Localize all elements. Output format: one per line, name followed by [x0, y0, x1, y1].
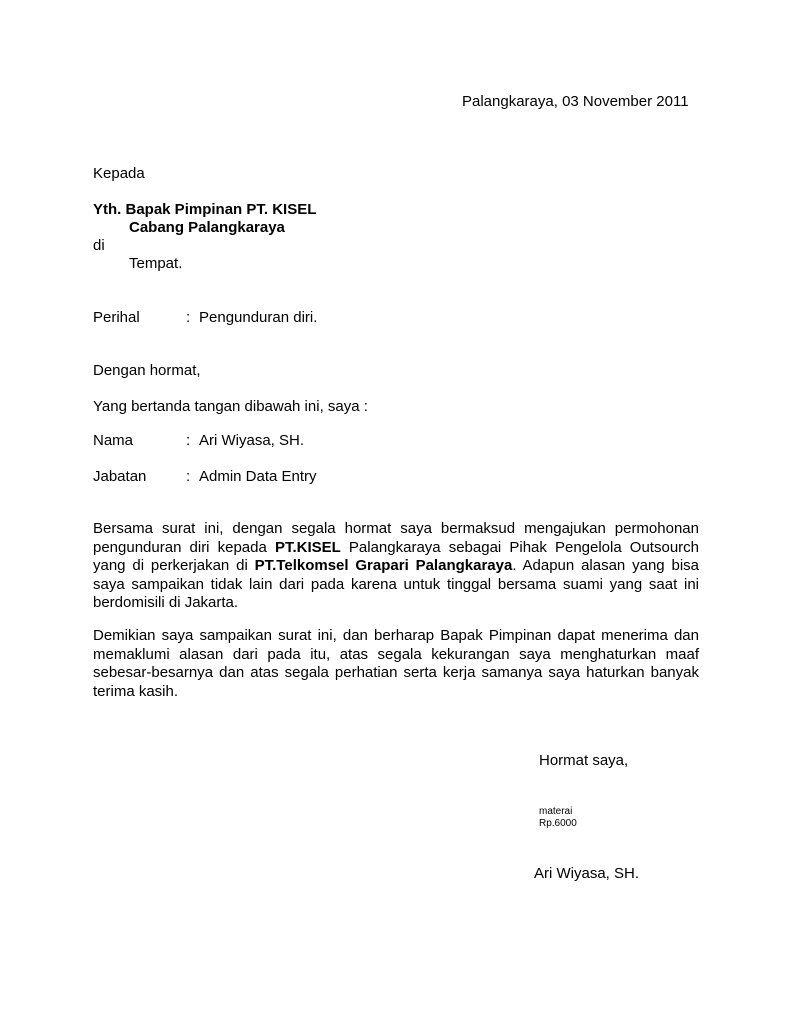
nama-colon: : — [186, 432, 191, 449]
greeting: Dengan hormat, — [93, 362, 201, 379]
body1-bold-kisel: PT.KISEL — [274, 538, 341, 556]
body1-text-2: Palangkaraya sebagai Pihak Pengelola Outsourch yang di perkerjakan di — [93, 538, 699, 574]
recipient-di: di — [93, 237, 105, 254]
jabatan-label: Jabatan — [93, 468, 147, 485]
jabatan-value: Admin Data Entry — [199, 468, 317, 485]
perihal-value: Pengunduran diri. — [199, 309, 318, 326]
body-paragraph-1 — [93, 520, 699, 613]
body1-text-3: . Adapun alasan yang bisa saya sampaikan tidak lain dari pada karena untuk tinggal bersama suami yang saat ini berdomisili di Jakarta. — [93, 557, 699, 611]
nama-label: Nama — [93, 432, 134, 449]
recipient-line-1: Yth. Bapak Pimpinan PT. KISEL — [93, 201, 317, 218]
recipient-line-2: Cabang Palangkaraya — [129, 219, 285, 236]
closing-text: Hormat saya, — [539, 752, 629, 769]
recipient-kepada: Kepada — [93, 165, 145, 182]
body-paragraph-2: Demikian saya sampaikan surat ini, dan berharap Bapak Pimpinan dapat menerima dan memaklumi alasan dari pada itu, atas segala kekurangan saya menghaturkan maaf sebesar-besarnya dan atas segala perhatian serta kerja samanya saya haturkan banyak terima kasih. — [93, 627, 699, 700]
body1-text-1: Bersama surat ini, dengan segala hormat saya bermaksud mengajukan permohonan pengunduran diri kepada — [93, 520, 699, 556]
recipient-tempat: Tempat. — [129, 255, 183, 272]
materai-line-1: materai — [539, 806, 573, 817]
materai-line-2: Rp.6000 — [539, 818, 577, 829]
nama-value: Ari Wiyasa, SH. — [199, 432, 305, 449]
date-line: Palangkaraya, 03 November 2011 — [462, 93, 689, 110]
signature-name: Ari Wiyasa, SH. — [534, 865, 640, 882]
perihal-label: Perihal — [93, 309, 140, 326]
intro-line: Yang bertanda tangan dibawah ini, saya : — [93, 398, 368, 415]
jabatan-colon: : — [186, 468, 191, 485]
perihal-colon: : — [186, 309, 191, 326]
body1-bold-telkomsel: PT.Telkomsel Grapari Palangkaraya — [254, 557, 513, 574]
